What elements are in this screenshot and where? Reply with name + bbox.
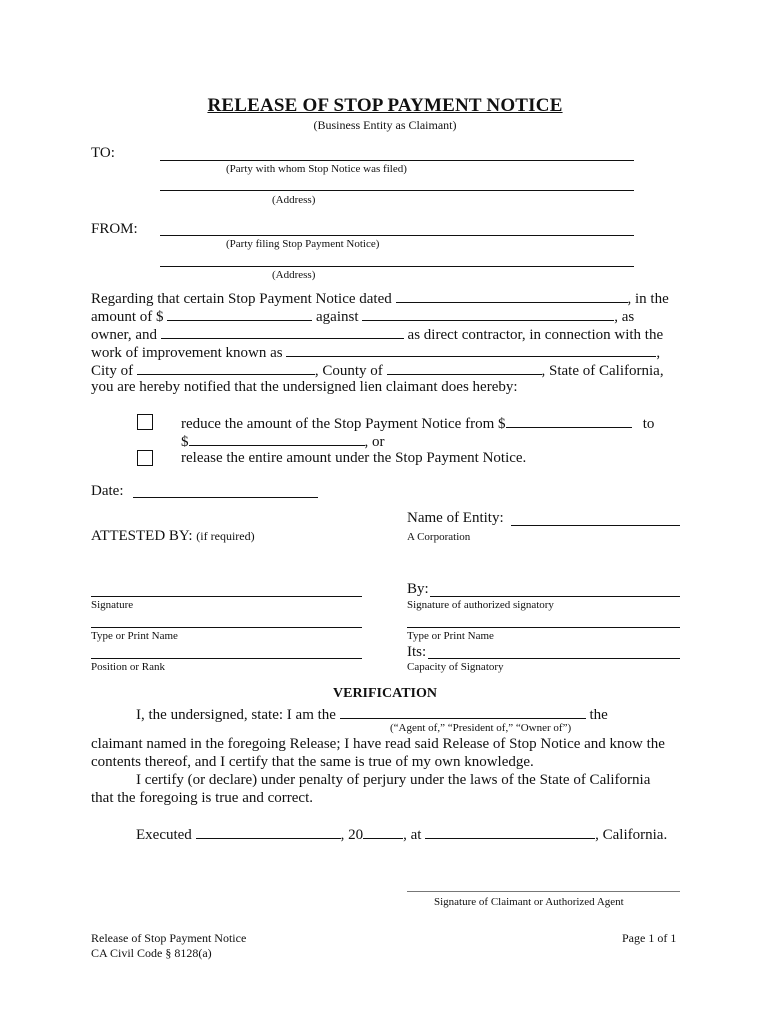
executed-year-field[interactable]	[363, 825, 403, 839]
release-text: release the entire amount under the Stop Payment Notice.	[181, 450, 527, 466]
body-text: , as	[614, 309, 635, 325]
body-text: as direct contractor, in connection with the	[407, 327, 664, 343]
body-text: , in the	[627, 291, 669, 307]
body-line-6: you are hereby notified that the undersigned lien claimant does hereby:	[91, 379, 518, 395]
body-line-2	[91, 307, 634, 326]
date-field[interactable]	[133, 497, 318, 498]
to-label: TO:	[91, 145, 115, 161]
by-field[interactable]	[430, 596, 680, 597]
contractor-field[interactable]	[161, 325, 404, 339]
release-checkbox[interactable]	[137, 450, 153, 466]
body-text: owner, and	[91, 327, 158, 343]
claimant-signature-caption: Signature of Claimant or Authorized Agent	[434, 896, 624, 908]
footer-doc-title: Release of Stop Payment Notice	[91, 931, 247, 945]
attest-name-field[interactable]	[91, 627, 362, 628]
attest-signature-caption: Signature	[91, 599, 134, 611]
verification-line-5: that the foregoing is true and correct.	[91, 790, 313, 806]
from-address-field[interactable]	[160, 266, 634, 267]
year-prefix: , 20	[340, 827, 364, 843]
signatory-name-caption: Type or Print Name	[407, 630, 494, 642]
reduce-from-field[interactable]	[506, 414, 632, 428]
page-subtitle: (Business Entity as Claimant)	[313, 118, 457, 132]
state-word: , California.	[595, 827, 668, 843]
owner-field[interactable]	[362, 307, 614, 321]
attested-label	[91, 528, 255, 545]
entity-name-field[interactable]	[511, 525, 680, 526]
reduce-to-field[interactable]	[189, 432, 365, 446]
body-line-4	[91, 343, 660, 362]
body-text: City of	[91, 363, 134, 379]
entity-name-label: Name of Entity:	[407, 510, 504, 526]
dollar-sign: $	[181, 434, 189, 450]
signatory-name-field[interactable]	[407, 627, 680, 628]
from-label: FROM:	[91, 221, 138, 237]
body-text: work of improvement known as	[91, 345, 283, 361]
city-field[interactable]	[137, 361, 315, 375]
attest-signature-field[interactable]	[91, 596, 362, 597]
to-address-field[interactable]	[160, 190, 634, 191]
body-text: Regarding that certain Stop Payment Notice dated	[91, 291, 392, 307]
to-word: to	[642, 416, 655, 432]
page-title: RELEASE OF STOP PAYMENT NOTICE	[207, 95, 563, 116]
verification-text: the	[589, 707, 608, 723]
executed-date-field[interactable]	[196, 825, 341, 839]
body-text: ,	[656, 345, 661, 361]
its-field[interactable]	[428, 658, 680, 659]
from-party-field[interactable]	[160, 235, 634, 236]
attested-note: (if required)	[196, 529, 255, 543]
to-address-caption: (Address)	[272, 194, 316, 206]
body-text: against	[316, 309, 359, 325]
from-party-caption: (Party filing Stop Payment Notice)	[226, 238, 380, 250]
or-word: , or	[364, 434, 385, 450]
attest-position-field[interactable]	[91, 658, 362, 659]
executed-place-field[interactable]	[425, 825, 595, 839]
date-label: Date:	[91, 483, 124, 499]
corp-caption: A Corporation	[407, 531, 471, 543]
claimant-signature-field[interactable]	[407, 891, 680, 892]
notice-date-field[interactable]	[396, 289, 628, 303]
verification-heading: VERIFICATION	[333, 686, 437, 701]
by-label: By:	[407, 581, 429, 597]
attested-text: ATTESTED BY:	[91, 528, 193, 544]
reduce-line-2	[181, 432, 385, 451]
attest-name-caption: Type or Print Name	[91, 630, 178, 642]
body-text: , County of	[314, 363, 383, 379]
footer-code: CA Civil Code § 8128(a)	[91, 946, 212, 960]
reduce-line	[181, 414, 654, 433]
body-text: , State of California,	[541, 363, 664, 379]
body-line-1	[91, 289, 669, 308]
reduce-text: reduce the amount of the Stop Payment Notice from	[181, 416, 495, 432]
body-line-5	[91, 361, 664, 380]
from-address-caption: (Address)	[272, 269, 316, 281]
county-field[interactable]	[387, 361, 542, 375]
agent-capacity-field[interactable]	[340, 705, 586, 719]
at-word: , at	[403, 827, 422, 843]
to-party-caption: (Party with whom Stop Notice was filed)	[226, 163, 407, 175]
verification-line-2: claimant named in the foregoing Release; I have read said Release of Stop Notice and know the	[91, 736, 665, 752]
executed-line	[136, 825, 667, 844]
body-text: amount of $	[91, 309, 164, 325]
agent-capacity-caption: (“Agent of,” “President of,” “Owner of”)	[390, 722, 572, 734]
to-party-field[interactable]	[160, 160, 634, 161]
footer-page: Page 1 of 1	[622, 931, 677, 945]
executed-label: Executed	[136, 827, 192, 843]
amount-field[interactable]	[167, 307, 312, 321]
reduce-checkbox[interactable]	[137, 414, 153, 430]
verification-line-3: contents thereof, and I certify that the same is true of my own knowledge.	[91, 754, 534, 770]
verification-line-4: I certify (or declare) under penalty of perjury under the laws of the State of California	[136, 772, 651, 788]
work-of-improvement-field[interactable]	[286, 343, 656, 357]
attest-position-caption: Position or Rank	[91, 661, 165, 673]
dollar-sign: $	[498, 416, 506, 432]
capacity-caption: Capacity of Signatory	[407, 661, 504, 673]
authorized-sig-caption: Signature of authorized signatory	[407, 599, 554, 611]
verification-text: I, the undersigned, state: I am the	[136, 707, 336, 723]
its-label: Its:	[407, 644, 427, 660]
body-line-3	[91, 325, 663, 344]
